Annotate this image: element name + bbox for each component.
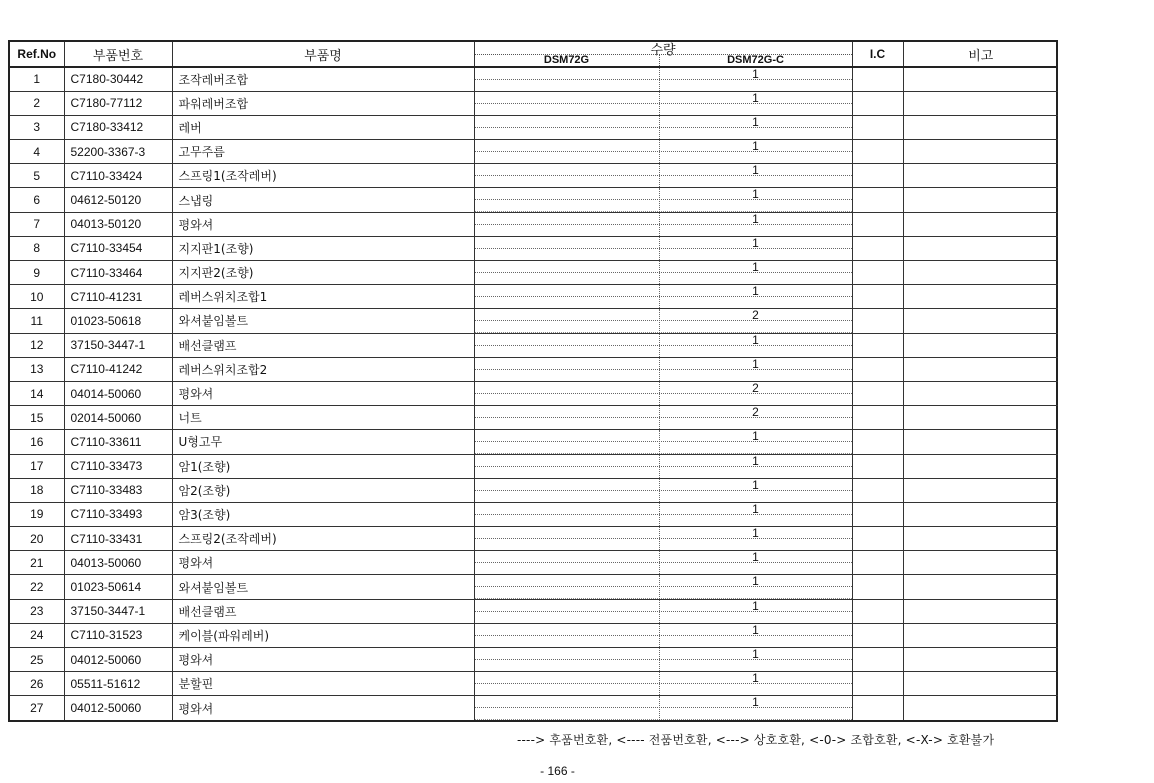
quantity-guide-line — [475, 80, 852, 91]
cell-ic — [852, 357, 903, 381]
cell-quantity — [474, 164, 852, 188]
cell-quantity — [474, 236, 852, 260]
cell-quantity — [474, 478, 852, 502]
cell-ref-no: 2 — [10, 91, 64, 115]
cell-part-name: 분할핀 — [172, 672, 474, 696]
table-row — [10, 381, 1058, 405]
cell-remarks — [903, 140, 1058, 164]
cell-part-name: 지지판2(조향) — [172, 261, 474, 285]
table-body — [10, 67, 1058, 720]
cell-ref-no: 22 — [10, 575, 64, 599]
table-row — [10, 115, 1058, 139]
cell-quantity-value: 2 — [752, 381, 759, 395]
cell-quantity-value: 1 — [752, 333, 759, 347]
cell-quantity-value: 1 — [752, 236, 759, 250]
cell-part-number: 04014-50060 — [64, 381, 172, 405]
cell-quantity — [474, 672, 852, 696]
cell-ic — [852, 454, 903, 478]
cell-part-name: 조작레버조합 — [172, 67, 474, 91]
table-row — [10, 551, 1058, 575]
cell-quantity-value: 1 — [752, 599, 759, 613]
quantity-guide-line — [475, 684, 852, 696]
cell-part-number: C7110-33493 — [64, 502, 172, 526]
table-row — [10, 261, 1058, 285]
cell-quantity-value: 1 — [752, 163, 759, 178]
cell-ic — [852, 333, 903, 357]
cell-ref-no: 1 — [10, 67, 64, 91]
cell-quantity — [474, 623, 852, 647]
cell-quantity-value: 2 — [752, 405, 759, 420]
table-row — [10, 430, 1058, 454]
cell-part-number: 02014-50060 — [64, 406, 172, 430]
quantity-guide-line — [475, 297, 852, 309]
cell-part-name: 암3(조향) — [172, 502, 474, 526]
cell-part-number: 04612-50120 — [64, 188, 172, 212]
cell-quantity-value: 1 — [752, 574, 759, 589]
cell-part-name: 평와셔 — [172, 696, 474, 720]
interchangeability-legend: ----> 후품번호환, <---- 전품번호환, <---> 상호호환, <-0-> 조합호환, <-X-> 호환불가 — [517, 733, 995, 747]
cell-quantity — [474, 333, 852, 357]
cell-part-name: 지지판1(조향) — [172, 236, 474, 260]
cell-quantity-value: 1 — [752, 454, 759, 468]
cell-remarks — [903, 236, 1058, 260]
cell-quantity-value: 1 — [752, 115, 759, 129]
cell-remarks — [903, 672, 1058, 696]
cell-remarks — [903, 381, 1058, 405]
cell-remarks — [903, 212, 1058, 236]
cell-part-name: 고무주름 — [172, 140, 474, 164]
cell-part-name: 와셔붙임볼트 — [172, 309, 474, 333]
cell-ic — [852, 188, 903, 212]
cell-remarks — [903, 430, 1058, 454]
table-row — [10, 478, 1058, 502]
table-row — [10, 575, 1058, 599]
cell-ic — [852, 672, 903, 696]
cell-quantity — [474, 430, 852, 454]
cell-part-name: 배선클램프 — [172, 333, 474, 357]
quantity-guide-line — [475, 491, 852, 503]
cell-part-number: C7110-31523 — [64, 623, 172, 647]
cell-quantity-value: 1 — [752, 139, 759, 154]
cell-quantity — [474, 357, 852, 381]
table-row — [10, 309, 1058, 333]
parts-table — [10, 42, 1058, 720]
cell-part-number: 37150-3447-1 — [64, 333, 172, 357]
cell-ref-no: 19 — [10, 502, 64, 526]
cell-ic — [852, 575, 903, 599]
cell-part-number: 01023-50614 — [64, 575, 172, 599]
cell-quantity-value: 1 — [752, 647, 759, 661]
cell-part-number: 04013-50060 — [64, 551, 172, 575]
quantity-guide-line — [475, 176, 852, 188]
cell-quantity-value: 1 — [752, 212, 759, 226]
header-part-name: 부품명 — [172, 42, 474, 67]
cell-ref-no: 27 — [10, 696, 64, 720]
cell-part-name: 스프링1(조작레버) — [172, 164, 474, 188]
cell-remarks — [903, 357, 1058, 381]
parts-table-frame — [8, 40, 1058, 722]
header-ref-no: Ref.No — [10, 42, 64, 67]
cell-part-number: 05511-51612 — [64, 672, 172, 696]
cell-quantity — [474, 406, 852, 430]
cell-part-name: 파워레버조합 — [172, 91, 474, 115]
cell-ic — [852, 696, 903, 720]
cell-ref-no: 18 — [10, 478, 64, 502]
cell-part-name: 스프링2(조작레버) — [172, 527, 474, 551]
table-row — [10, 454, 1058, 478]
cell-ic — [852, 261, 903, 285]
cell-quantity — [474, 261, 852, 285]
cell-ref-no: 21 — [10, 551, 64, 575]
cell-part-number: 04013-50120 — [64, 212, 172, 236]
cell-part-number: C7110-33431 — [64, 527, 172, 551]
cell-part-number: C7110-41242 — [64, 357, 172, 381]
cell-remarks — [903, 623, 1058, 647]
cell-part-number: 04012-50060 — [64, 648, 172, 672]
cell-ref-no: 26 — [10, 672, 64, 696]
cell-remarks — [903, 527, 1058, 551]
quantity-guide-line — [475, 612, 852, 624]
cell-part-number: C7110-33473 — [64, 454, 172, 478]
cell-part-name: 스냅링 — [172, 188, 474, 212]
quantity-guide-line — [475, 394, 852, 406]
cell-ref-no: 5 — [10, 164, 64, 188]
cell-part-number: C7110-33424 — [64, 164, 172, 188]
cell-ref-no: 3 — [10, 115, 64, 139]
cell-ref-no: 12 — [10, 333, 64, 357]
cell-quantity-value: 1 — [752, 67, 759, 81]
cell-part-number: 01023-50618 — [64, 309, 172, 333]
table-row — [10, 696, 1058, 720]
cell-remarks — [903, 599, 1058, 623]
cell-quantity — [474, 599, 852, 623]
cell-ic — [852, 236, 903, 260]
cell-part-name: 와셔붙임볼트 — [172, 575, 474, 599]
quantity-guide-line — [475, 636, 852, 648]
cell-ref-no: 11 — [10, 309, 64, 333]
cell-quantity-value: 1 — [752, 695, 759, 710]
cell-part-name: 평와셔 — [172, 381, 474, 405]
cell-quantity-value: 1 — [752, 526, 759, 541]
cell-ref-no: 15 — [10, 406, 64, 430]
cell-ref-no: 20 — [10, 527, 64, 551]
cell-remarks — [903, 406, 1058, 430]
cell-ic — [852, 648, 903, 672]
cell-ref-no: 17 — [10, 454, 64, 478]
header-remarks: 비고 — [903, 42, 1058, 67]
header-ic: I.C — [852, 42, 903, 67]
quantity-guide-line — [475, 708, 852, 720]
cell-remarks — [903, 648, 1058, 672]
quantity-guide-line — [475, 249, 852, 261]
cell-quantity-value: 1 — [752, 478, 759, 492]
header-quantity-title: 수량 — [650, 43, 676, 58]
cell-ref-no: 4 — [10, 140, 64, 164]
cell-ic — [852, 599, 903, 623]
cell-remarks — [903, 551, 1058, 575]
cell-ic — [852, 478, 903, 502]
cell-quantity-value: 1 — [752, 623, 759, 637]
cell-ref-no: 14 — [10, 381, 64, 405]
header-part-number: 부품번호 — [64, 42, 172, 67]
quantity-guide-line — [475, 346, 852, 358]
table-header-row — [10, 42, 1058, 67]
cell-ref-no: 16 — [10, 430, 64, 454]
header-quantity — [474, 42, 852, 67]
cell-ic — [852, 115, 903, 139]
cell-part-number: C7110-33454 — [64, 236, 172, 260]
cell-part-name: 레버스위치조합2 — [172, 357, 474, 381]
cell-quantity-value: 2 — [752, 308, 759, 323]
quantity-guide-line — [475, 442, 852, 454]
cell-remarks — [903, 115, 1058, 139]
cell-part-name: 레버스위치조합1 — [172, 285, 474, 309]
cell-ic — [852, 527, 903, 551]
cell-part-number: 52200-3367-3 — [64, 140, 172, 164]
cell-ic — [852, 309, 903, 333]
table-row — [10, 502, 1058, 526]
cell-remarks — [903, 261, 1058, 285]
cell-part-name: 케이블(파워레버) — [172, 623, 474, 647]
cell-quantity — [474, 285, 852, 309]
cell-remarks — [903, 478, 1058, 502]
cell-part-name: 너트 — [172, 406, 474, 430]
quantity-guide-line — [475, 370, 852, 382]
cell-quantity-value: 1 — [752, 187, 759, 202]
table-row — [10, 333, 1058, 357]
cell-ref-no: 13 — [10, 357, 64, 381]
table-row — [10, 212, 1058, 236]
cell-ic — [852, 91, 903, 115]
quantity-guide-line — [475, 467, 852, 479]
cell-remarks — [903, 188, 1058, 212]
header-model-dsm72g: DSM72G — [543, 54, 590, 66]
table-row — [10, 140, 1058, 164]
cell-ref-no: 10 — [10, 285, 64, 309]
cell-ic — [852, 623, 903, 647]
cell-remarks — [903, 164, 1058, 188]
quantity-guide-line — [475, 321, 852, 333]
cell-ref-no: 9 — [10, 261, 64, 285]
cell-quantity — [474, 212, 852, 236]
cell-part-name: 평와셔 — [172, 648, 474, 672]
cell-quantity-value: 1 — [752, 91, 759, 105]
quantity-guide-line — [475, 128, 852, 140]
page-number: - 166 - — [540, 764, 575, 778]
table-row — [10, 406, 1058, 430]
cell-part-number: C7110-33483 — [64, 478, 172, 502]
cell-quantity-value: 1 — [752, 429, 759, 444]
cell-ic — [852, 140, 903, 164]
cell-part-number: C7180-30442 — [64, 67, 172, 91]
table-row — [10, 285, 1058, 309]
quantity-guide-line — [475, 563, 852, 575]
cell-quantity-value: 1 — [752, 502, 759, 516]
table-row — [10, 623, 1058, 647]
cell-part-number: C7180-33412 — [64, 115, 172, 139]
cell-part-number: 37150-3447-1 — [64, 599, 172, 623]
cell-quantity — [474, 67, 852, 91]
cell-quantity-value: 1 — [752, 357, 759, 371]
table-row — [10, 357, 1058, 381]
cell-quantity — [474, 140, 852, 164]
cell-part-name: U형고무 — [172, 430, 474, 454]
cell-part-name: 암1(조향) — [172, 454, 474, 478]
quantity-guide-line — [475, 273, 852, 285]
quantity-guide-line — [475, 515, 852, 527]
cell-quantity — [474, 502, 852, 526]
cell-part-number: C7180-77112 — [64, 91, 172, 115]
cell-ref-no: 6 — [10, 188, 64, 212]
cell-quantity — [474, 309, 852, 333]
cell-quantity — [474, 696, 852, 720]
cell-remarks — [903, 696, 1058, 720]
cell-remarks — [903, 67, 1058, 91]
cell-ic — [852, 502, 903, 526]
cell-ic — [852, 67, 903, 91]
cell-ic — [852, 164, 903, 188]
quantity-guide-line — [475, 418, 852, 430]
cell-remarks — [903, 333, 1058, 357]
cell-ic — [852, 430, 903, 454]
quantity-guide-line — [475, 104, 852, 116]
cell-part-name: 레버 — [172, 115, 474, 139]
cell-quantity-value: 1 — [752, 671, 759, 686]
cell-quantity — [474, 648, 852, 672]
cell-ic — [852, 381, 903, 405]
cell-ref-no: 25 — [10, 648, 64, 672]
cell-part-name: 배선클램프 — [172, 599, 474, 623]
cell-ref-no: 8 — [10, 236, 64, 260]
table-row — [10, 188, 1058, 212]
cell-quantity — [474, 188, 852, 212]
cell-remarks — [903, 285, 1058, 309]
cell-part-name: 평와셔 — [172, 212, 474, 236]
table-row — [10, 648, 1058, 672]
table-row — [10, 164, 1058, 188]
header-model-dsm72g-c: DSM72G-C — [727, 54, 784, 66]
cell-remarks — [903, 575, 1058, 599]
quantity-guide-line — [475, 152, 852, 164]
cell-part-number: C7110-33464 — [64, 261, 172, 285]
cell-quantity — [474, 115, 852, 139]
cell-ic — [852, 406, 903, 430]
table-row — [10, 527, 1058, 551]
table-row — [10, 91, 1058, 115]
cell-quantity — [474, 381, 852, 405]
cell-quantity — [474, 551, 852, 575]
cell-remarks — [903, 502, 1058, 526]
cell-ref-no: 24 — [10, 623, 64, 647]
cell-part-name: 암2(조향) — [172, 478, 474, 502]
cell-quantity-value: 1 — [752, 284, 759, 299]
cell-quantity — [474, 91, 852, 115]
cell-quantity-value: 1 — [752, 260, 759, 274]
quantity-guide-line — [475, 660, 852, 672]
table-row — [10, 236, 1058, 260]
table-row — [10, 672, 1058, 696]
cell-quantity-value: 1 — [752, 550, 759, 565]
table-row — [10, 599, 1058, 623]
quantity-guide-line — [475, 539, 852, 551]
cell-remarks — [903, 454, 1058, 478]
cell-part-number: C7110-41231 — [64, 285, 172, 309]
cell-quantity — [474, 575, 852, 599]
quantity-guide-line — [475, 587, 852, 599]
cell-part-number: C7110-33611 — [64, 430, 172, 454]
cell-quantity — [474, 454, 852, 478]
cell-ref-no: 23 — [10, 599, 64, 623]
cell-ic — [852, 212, 903, 236]
quantity-guide-line — [475, 200, 852, 212]
cell-quantity — [474, 527, 852, 551]
cell-part-number: 04012-50060 — [64, 696, 172, 720]
cell-remarks — [903, 309, 1058, 333]
table-row — [10, 67, 1058, 91]
quantity-guide-line — [475, 225, 852, 237]
cell-ref-no: 7 — [10, 212, 64, 236]
cell-part-name: 평와셔 — [172, 551, 474, 575]
cell-remarks — [903, 91, 1058, 115]
cell-ic — [852, 285, 903, 309]
cell-ic — [852, 551, 903, 575]
